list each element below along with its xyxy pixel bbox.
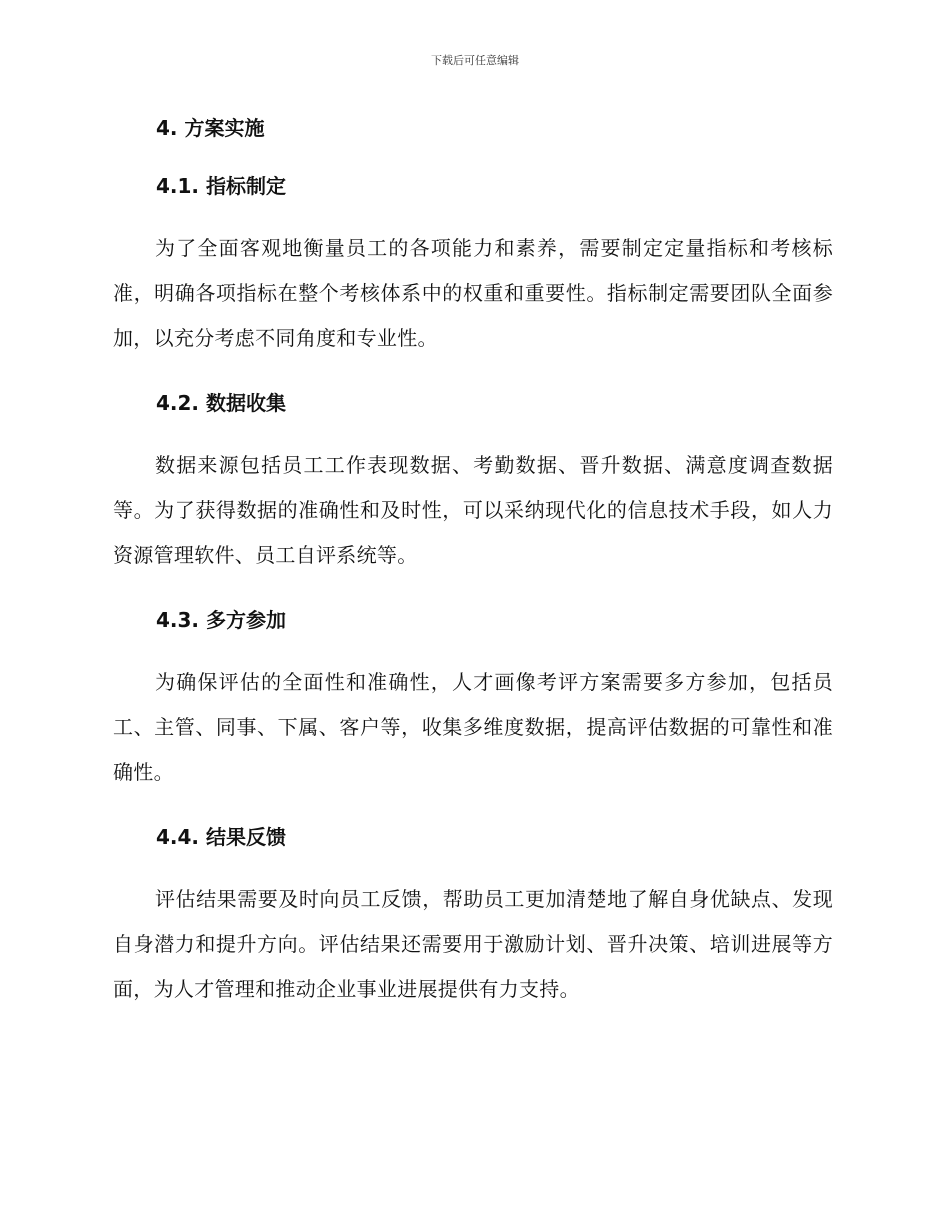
- paragraph-4-4: 评估结果需要及时向员工反馈，帮助员工更加清楚地了解自身优缺点、发现自身潜力和提升方向。评估结果还需要用于激励计划、晋升决策、培训进展等方面，为人才管理和推动企业事业进展提供有力支持。: [113, 887, 833, 1001]
- section-heading-4: 4. 方案实施: [156, 116, 265, 140]
- section-heading-4-4: 4.4. 结果反馈: [156, 825, 286, 849]
- paragraph-4-3: 为确保评估的全面性和准确性，人才画像考评方案需要多方参加，包括员工、主管、同事、下属、客户等，收集多维度数据，提高评估数据的可靠性和准确性。: [113, 670, 833, 784]
- paragraph-4-2: 数据来源包括员工工作表现数据、考勤数据、晋升数据、满意度调查数据等。为了获得数据的准确性和及时性，可以采纳现代化的信息技术手段，如人力资源管理软件、员工自评系统等。: [113, 453, 833, 567]
- document-body: [113, 110, 833, 1012]
- paragraph-4-1: 为了全面客观地衡量员工的各项能力和素养，需要制定定量指标和考核标准，明确各项指标在整个考核体系中的权重和重要性。指标制定需要团队全面参加，以充分考虑不同角度和专业性。: [113, 236, 833, 350]
- page-header: 下载后可任意编辑: [431, 54, 519, 67]
- section-heading-4-3: 4.3. 多方参加: [156, 608, 286, 632]
- section-heading-4-1: 4.1. 指标制定: [156, 174, 286, 198]
- section-heading-4-2: 4.2. 数据收集: [156, 391, 286, 415]
